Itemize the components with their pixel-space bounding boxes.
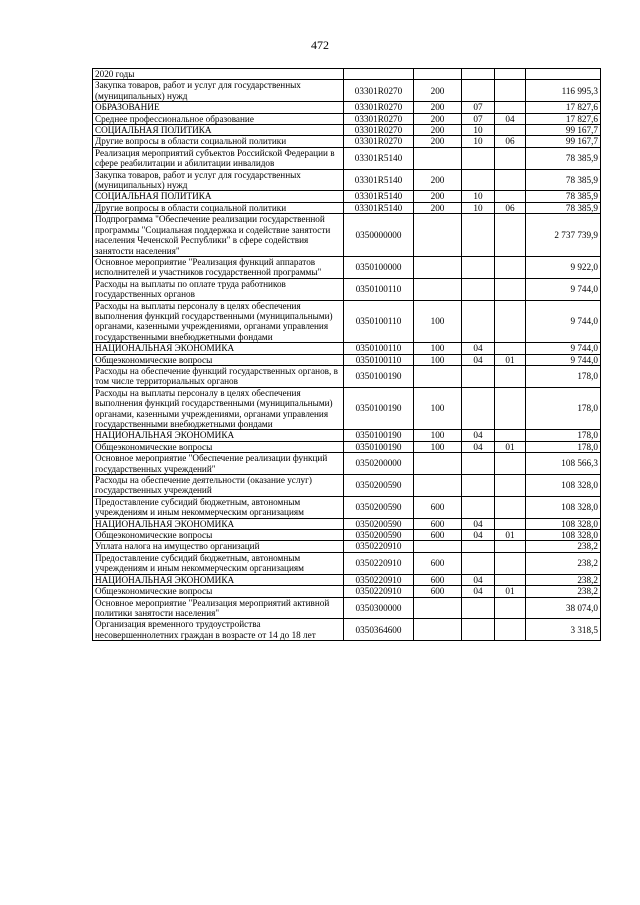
subsection-code-cell xyxy=(495,169,526,191)
row-name-cell: Закупка товаров, работ и услуг для государственных (муниципальных) нужд xyxy=(93,169,344,191)
expense-type-code-cell: 600 xyxy=(414,530,462,541)
amount-cell: 3 318,5 xyxy=(526,619,601,641)
section-code-cell: 04 xyxy=(462,574,495,585)
expense-type-code-cell: 100 xyxy=(414,430,462,441)
amount-cell: 2 737 739,9 xyxy=(526,214,601,257)
amount-cell: 17 827,6 xyxy=(526,113,601,124)
row-name-cell: Среднее профессиональное образование xyxy=(93,113,344,124)
amount-cell xyxy=(526,69,601,80)
expense-type-code-cell: 100 xyxy=(414,343,462,354)
table-row xyxy=(93,256,601,278)
expense-type-code-cell: 100 xyxy=(414,441,462,452)
target-article-code-cell: 0350200590 xyxy=(344,475,414,497)
amount-cell: 238,2 xyxy=(526,574,601,585)
expense-type-code-cell xyxy=(414,278,462,300)
section-code-cell xyxy=(462,214,495,257)
section-code-cell xyxy=(462,496,495,518)
table-row xyxy=(93,619,601,641)
table-row xyxy=(93,475,601,497)
table-row xyxy=(93,300,601,343)
table-row xyxy=(93,102,601,113)
expense-type-code-cell: 600 xyxy=(414,574,462,585)
budget-table xyxy=(92,68,601,641)
amount-cell: 17 827,6 xyxy=(526,102,601,113)
table-row xyxy=(93,441,601,452)
expense-type-code-cell: 200 xyxy=(414,202,462,213)
table-row xyxy=(93,69,601,80)
subsection-code-cell xyxy=(495,552,526,574)
row-name-cell: СОЦИАЛЬНАЯ ПОЛИТИКА xyxy=(93,125,344,136)
section-code-cell: 04 xyxy=(462,518,495,529)
amount-cell: 238,2 xyxy=(526,552,601,574)
subsection-code-cell: 06 xyxy=(495,202,526,213)
target-article-code-cell: 0350200590 xyxy=(344,530,414,541)
amount-cell: 178,0 xyxy=(526,387,601,430)
section-code-cell xyxy=(462,169,495,191)
target-article-code-cell: 0350100000 xyxy=(344,256,414,278)
section-code-cell xyxy=(462,300,495,343)
row-name-cell: 2020 годы xyxy=(93,69,344,80)
expense-type-code-cell xyxy=(414,541,462,552)
subsection-code-cell xyxy=(495,453,526,475)
subsection-code-cell xyxy=(495,518,526,529)
target-article-code-cell: 0350220910 xyxy=(344,541,414,552)
amount-cell: 9 744,0 xyxy=(526,354,601,365)
expense-type-code-cell xyxy=(414,453,462,475)
expense-type-code-cell: 200 xyxy=(414,102,462,113)
expense-type-code-cell: 600 xyxy=(414,518,462,529)
subsection-code-cell xyxy=(495,430,526,441)
row-name-cell: Закупка товаров, работ и услуг для государственных (муниципальных) нужд xyxy=(93,80,344,102)
amount-cell: 178,0 xyxy=(526,441,601,452)
table-row xyxy=(93,202,601,213)
section-code-cell: 10 xyxy=(462,191,495,202)
target-article-code-cell: 03301R0270 xyxy=(344,102,414,113)
row-name-cell: Реализация мероприятий субъектов Российской Федерации в сфере реабилитации и абилитации инвалидов xyxy=(93,147,344,169)
subsection-code-cell xyxy=(495,80,526,102)
expense-type-code-cell: 100 xyxy=(414,300,462,343)
expense-type-code-cell: 200 xyxy=(414,136,462,147)
subsection-code-cell xyxy=(495,475,526,497)
target-article-code-cell: 0350100190 xyxy=(344,387,414,430)
target-article-code-cell: 0350100110 xyxy=(344,300,414,343)
amount-cell: 78 385,9 xyxy=(526,202,601,213)
table-row xyxy=(93,278,601,300)
amount-cell: 178,0 xyxy=(526,430,601,441)
row-name-cell: Общеэкономические вопросы xyxy=(93,586,344,597)
expense-type-code-cell xyxy=(414,597,462,619)
target-article-code-cell: 03301R5140 xyxy=(344,202,414,213)
expense-type-code-cell xyxy=(414,69,462,80)
target-article-code-cell: 03301R0270 xyxy=(344,113,414,124)
section-code-cell: 04 xyxy=(462,441,495,452)
subsection-code-cell xyxy=(495,496,526,518)
expense-type-code-cell: 200 xyxy=(414,191,462,202)
expense-type-code-cell: 100 xyxy=(414,354,462,365)
target-article-code-cell: 03301R5140 xyxy=(344,191,414,202)
target-article-code-cell: 0350100190 xyxy=(344,441,414,452)
section-code-cell: 10 xyxy=(462,136,495,147)
row-name-cell: НАЦИОНАЛЬНАЯ ЭКОНОМИКА xyxy=(93,518,344,529)
table-row xyxy=(93,169,601,191)
expense-type-code-cell: 600 xyxy=(414,552,462,574)
amount-cell: 116 995,3 xyxy=(526,80,601,102)
table-row xyxy=(93,214,601,257)
section-code-cell: 10 xyxy=(462,202,495,213)
section-code-cell: 04 xyxy=(462,430,495,441)
row-name-cell: Предоставление субсидий бюджетным, автономным учреждениям и иным некоммерческим организациям xyxy=(93,496,344,518)
subsection-code-cell xyxy=(495,541,526,552)
row-name-cell: Основное мероприятие "Обеспечение реализации функций государственных учреждений" xyxy=(93,453,344,475)
section-code-cell: 04 xyxy=(462,343,495,354)
expense-type-code-cell: 200 xyxy=(414,169,462,191)
row-name-cell: Общеэкономические вопросы xyxy=(93,441,344,452)
subsection-code-cell: 01 xyxy=(495,586,526,597)
row-name-cell: Общеэкономические вопросы xyxy=(93,354,344,365)
table-row xyxy=(93,365,601,387)
table-body xyxy=(93,69,601,641)
subsection-code-cell: 01 xyxy=(495,530,526,541)
amount-cell: 238,2 xyxy=(526,541,601,552)
amount-cell: 99 167,7 xyxy=(526,136,601,147)
amount-cell: 108 328,0 xyxy=(526,530,601,541)
table-row xyxy=(93,430,601,441)
row-name-cell: Уплата налога на имущество организаций xyxy=(93,541,344,552)
amount-cell: 9 744,0 xyxy=(526,300,601,343)
subsection-code-cell xyxy=(495,125,526,136)
subsection-code-cell xyxy=(495,256,526,278)
table-row xyxy=(93,586,601,597)
expense-type-code-cell xyxy=(414,475,462,497)
amount-cell: 108 328,0 xyxy=(526,518,601,529)
table-row xyxy=(93,387,601,430)
target-article-code-cell: 0350100110 xyxy=(344,278,414,300)
row-name-cell: НАЦИОНАЛЬНАЯ ЭКОНОМИКА xyxy=(93,343,344,354)
section-code-cell: 10 xyxy=(462,125,495,136)
section-code-cell xyxy=(462,453,495,475)
section-code-cell xyxy=(462,69,495,80)
subsection-code-cell xyxy=(495,69,526,80)
row-name-cell: Предоставление субсидий бюджетным, автономным учреждениям и иным некоммерческим организациям xyxy=(93,552,344,574)
section-code-cell xyxy=(462,278,495,300)
amount-cell: 78 385,9 xyxy=(526,169,601,191)
table-row xyxy=(93,80,601,102)
target-article-code-cell: 03301R5140 xyxy=(344,169,414,191)
subsection-code-cell: 01 xyxy=(495,441,526,452)
target-article-code-cell: 03301R5140 xyxy=(344,147,414,169)
amount-cell: 178,0 xyxy=(526,365,601,387)
row-name-cell: Расходы на обеспечение функций государственных органов, в том числе территориальных органов xyxy=(93,365,344,387)
row-name-cell: Другие вопросы в области социальной политики xyxy=(93,202,344,213)
section-code-cell: 04 xyxy=(462,586,495,597)
target-article-code-cell: 03301R0270 xyxy=(344,136,414,147)
subsection-code-cell xyxy=(495,191,526,202)
section-code-cell xyxy=(462,387,495,430)
subsection-code-cell: 04 xyxy=(495,113,526,124)
amount-cell: 38 074,0 xyxy=(526,597,601,619)
expense-type-code-cell: 100 xyxy=(414,387,462,430)
expense-type-code-cell xyxy=(414,619,462,641)
row-name-cell: Расходы на выплаты персоналу в целях обеспечения выполнения функций государственными (муниципальными) органами, казенными учреждениями, органами управления государственными внебюджетными фондами xyxy=(93,387,344,430)
table-row xyxy=(93,496,601,518)
row-name-cell: Организация временного трудоустройства несовершеннолетних граждан в возрасте от 14 до 18 лет xyxy=(93,619,344,641)
table-row xyxy=(93,597,601,619)
section-code-cell xyxy=(462,256,495,278)
target-article-code-cell: 0350220910 xyxy=(344,552,414,574)
section-code-cell xyxy=(462,147,495,169)
target-article-code-cell: 0350100190 xyxy=(344,430,414,441)
target-article-code-cell: 03301R0270 xyxy=(344,125,414,136)
subsection-code-cell xyxy=(495,365,526,387)
section-code-cell: 04 xyxy=(462,354,495,365)
subsection-code-cell xyxy=(495,278,526,300)
table-row xyxy=(93,343,601,354)
subsection-code-cell xyxy=(495,300,526,343)
section-code-cell: 07 xyxy=(462,102,495,113)
target-article-code-cell xyxy=(344,69,414,80)
subsection-code-cell xyxy=(495,597,526,619)
row-name-cell: НАЦИОНАЛЬНАЯ ЭКОНОМИКА xyxy=(93,430,344,441)
amount-cell: 108 566,3 xyxy=(526,453,601,475)
amount-cell: 99 167,7 xyxy=(526,125,601,136)
expense-type-code-cell: 200 xyxy=(414,113,462,124)
target-article-code-cell: 0350200590 xyxy=(344,496,414,518)
table-row xyxy=(93,541,601,552)
subsection-code-cell: 06 xyxy=(495,136,526,147)
expense-type-code-cell: 200 xyxy=(414,80,462,102)
table-row xyxy=(93,136,601,147)
subsection-code-cell xyxy=(495,102,526,113)
table-row xyxy=(93,191,601,202)
expense-type-code-cell xyxy=(414,256,462,278)
amount-cell: 108 328,0 xyxy=(526,475,601,497)
target-article-code-cell: 03301R0270 xyxy=(344,80,414,102)
target-article-code-cell: 0350300000 xyxy=(344,597,414,619)
row-name-cell: ОБРАЗОВАНИЕ xyxy=(93,102,344,113)
row-name-cell: Расходы на выплаты персоналу в целях обеспечения выполнения функций государственными (муниципальными) органами, казенными учреждениями, органами управления государственными внебюджетными фондами xyxy=(93,300,344,343)
expense-type-code-cell xyxy=(414,365,462,387)
section-code-cell: 04 xyxy=(462,530,495,541)
subsection-code-cell xyxy=(495,619,526,641)
section-code-cell xyxy=(462,619,495,641)
row-name-cell: Подпрограмма "Обеспечение реализации государственной программы "Социальная поддержка и содействие занятости населения Чеченской Республики" в сфере содействия занятости населения" xyxy=(93,214,344,257)
table-row xyxy=(93,147,601,169)
amount-cell: 108 328,0 xyxy=(526,496,601,518)
amount-cell: 9 922,0 xyxy=(526,256,601,278)
target-article-code-cell: 0350000000 xyxy=(344,214,414,257)
table-row xyxy=(93,113,601,124)
row-name-cell: Расходы на обеспечение деятельности (оказание услуг) государственных учреждений xyxy=(93,475,344,497)
target-article-code-cell: 0350364600 xyxy=(344,619,414,641)
amount-cell: 9 744,0 xyxy=(526,278,601,300)
table-row xyxy=(93,453,601,475)
section-code-cell xyxy=(462,475,495,497)
row-name-cell: Общеэкономические вопросы xyxy=(93,530,344,541)
amount-cell: 9 744,0 xyxy=(526,343,601,354)
row-name-cell: Расходы на выплаты по оплате труда работников государственных органов xyxy=(93,278,344,300)
expense-type-code-cell xyxy=(414,214,462,257)
amount-cell: 238,2 xyxy=(526,586,601,597)
subsection-code-cell xyxy=(495,387,526,430)
row-name-cell: Основное мероприятие "Реализация функций аппаратов исполнителей и участников государственной программы" xyxy=(93,256,344,278)
section-code-cell xyxy=(462,365,495,387)
target-article-code-cell: 0350200590 xyxy=(344,518,414,529)
subsection-code-cell: 01 xyxy=(495,354,526,365)
subsection-code-cell xyxy=(495,147,526,169)
target-article-code-cell: 0350200000 xyxy=(344,453,414,475)
table-row xyxy=(93,530,601,541)
section-code-cell xyxy=(462,597,495,619)
row-name-cell: НАЦИОНАЛЬНАЯ ЭКОНОМИКА xyxy=(93,574,344,585)
expense-type-code-cell: 200 xyxy=(414,125,462,136)
target-article-code-cell: 0350100110 xyxy=(344,343,414,354)
row-name-cell: СОЦИАЛЬНАЯ ПОЛИТИКА xyxy=(93,191,344,202)
target-article-code-cell: 0350220910 xyxy=(344,586,414,597)
section-code-cell: 07 xyxy=(462,113,495,124)
expense-type-code-cell: 600 xyxy=(414,586,462,597)
subsection-code-cell xyxy=(495,343,526,354)
section-code-cell xyxy=(462,541,495,552)
amount-cell: 78 385,9 xyxy=(526,147,601,169)
amount-cell: 78 385,9 xyxy=(526,191,601,202)
subsection-code-cell xyxy=(495,574,526,585)
section-code-cell xyxy=(462,552,495,574)
target-article-code-cell: 0350100190 xyxy=(344,365,414,387)
table-row xyxy=(93,552,601,574)
row-name-cell: Другие вопросы в области социальной политики xyxy=(93,136,344,147)
row-name-cell: Основное мероприятие "Реализация мероприятий активной политики занятости населения" xyxy=(93,597,344,619)
subsection-code-cell xyxy=(495,214,526,257)
expense-type-code-cell: 600 xyxy=(414,496,462,518)
section-code-cell xyxy=(462,80,495,102)
table-row xyxy=(93,574,601,585)
table-row xyxy=(93,354,601,365)
target-article-code-cell: 0350100110 xyxy=(344,354,414,365)
expense-type-code-cell xyxy=(414,147,462,169)
target-article-code-cell: 0350220910 xyxy=(344,574,414,585)
table-row xyxy=(93,518,601,529)
page-number: 472 xyxy=(311,38,329,52)
table-row xyxy=(93,125,601,136)
